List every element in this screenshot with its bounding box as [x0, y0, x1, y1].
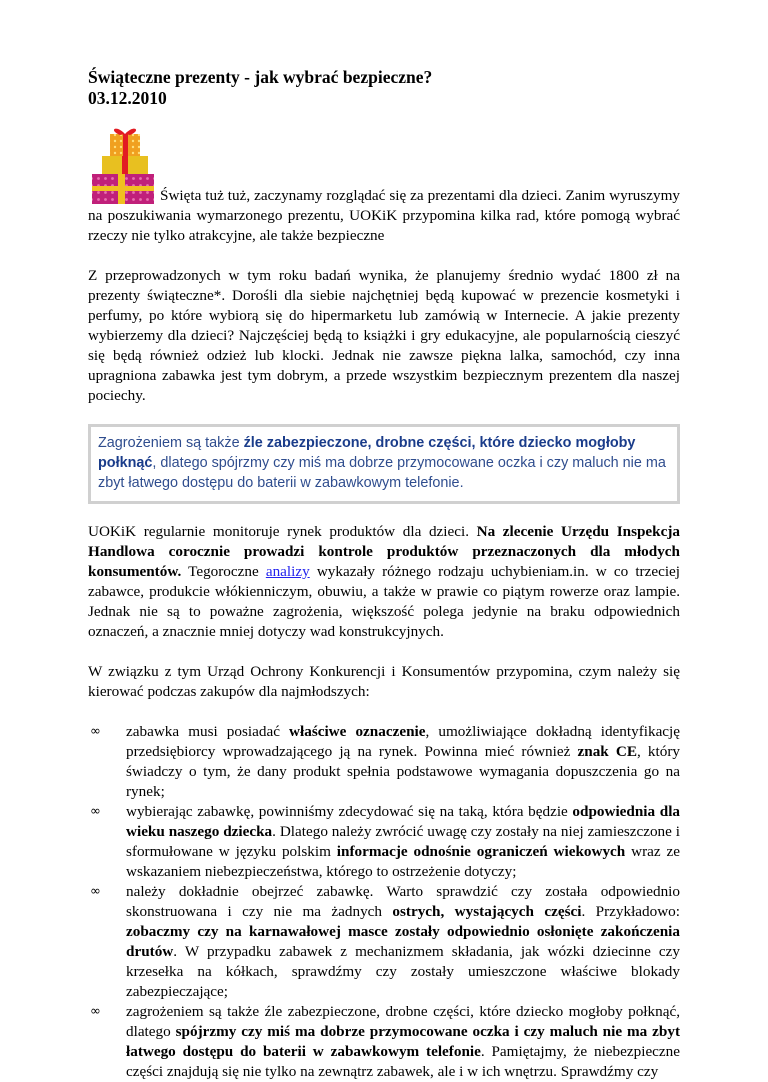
list-item: ∞ zabawka musi posiadać właściwe oznaczenie, umożliwiające dokładną identyfikację przedsiębiorcy wprowadzającego ją na rynek. Powinna mieć również znak CE, który świadczy o tym, że dany produkt spełnia podstawowe wymagania dopuszczenia go na rynek;	[90, 723, 681, 800]
list-item: ∞ należy dokładnie obejrzeć zabawkę. Warto sprawdzić czy została odpowiednio skonstruowana i czy nie ma żadnych ostrych, wystających części. Przykładowo: zobaczmy czy na karnawałowej masce zostały odpowiednio osłonięte zakończenia drutów. W przypadku zabawek z mechanizmem składania, jak wózki dziecinne czy krzesełka na kółkach, sprawdźmy czy zostały umieszczone właściwe blokady zabezpieczające;	[90, 883, 680, 1000]
analizy-link[interactable]: analizy	[265, 563, 310, 580]
page-title: Świąteczne prezenty - jak wybrać bezpieczne?	[88, 67, 433, 87]
paragraph-research: Z przeprowadzonych w tym roku badań wynika, że planujemy średnio wydać 1800 zł na prezenty świąteczne*. Dorośli dla siebie najchętniej będą kupować w prezencie kosmetyki i perfumy, po które wybiorą się do hipermarketu lub zamówią w Internecie. A jakie prezenty wybierzemy dla dzieci? Najczęściej będą to książki i gry edukacyjne, ale popularnością cieszyć się będą również odzież lub klocki. Jednak nie zawsze piękna lalka, samochód, czy inna upragniona zabawka jest tym dobrym, a przede wszystkim bezpiecznym prezentem dla naszej pociechy.	[88, 267, 680, 404]
callout-highlight: źle zabezpieczone, drobne części, które dziecko mogłoby połknąć	[98, 435, 636, 471]
article-heading	[88, 67, 680, 109]
article	[88, 67, 680, 1082]
gift-boxes-image	[88, 126, 158, 204]
paragraph-monitoring: UOKiK regularnie monitoruje rynek produktów dla dzieci. Na zlecenie Urzędu Inspekcja Handlowa corocznie prowadzi kontrole produktów przeznaczonych dla młodych konsumentów. Tegoroczne analizy wykazały różnego rodzaju uchybieniam.in. w co trzeciej zabawce, produkcie włókienniczym, obuwiu, a także w prawie co piątym rowerze oraz lampie. Jednak nie są to poważne zagrożenia, większość polega jedynie na braku odpowiednich oznaczeń, a znacznie mniej dotyczy wad konstrukcyjnych.	[88, 523, 681, 640]
intro-paragraph	[88, 126, 680, 246]
paragraph-reminder: W związku z tym Urząd Ochrony Konkurencji i Konsumentów przypomina, czym należy się kierować podczas zakupów dla najmłodszych:	[88, 663, 680, 700]
bullet-icon: ∞	[90, 804, 101, 819]
bullet-icon: ∞	[90, 884, 101, 899]
list-item: ∞ wybierając zabawkę, powinniśmy zdecydować się na taką, która będzie odpowiednia dla wieku naszego dziecka. Dlatego należy zwrócić uwagę czy zostały na niej zamieszczone i sformułowane w języku polskim informacje odnośnie ograniczeń wiekowych wraz ze wskazaniem niebezpieczeństwa, którego to ostrzeżenie dotyczy;	[90, 803, 681, 880]
bullet-icon: ∞	[90, 1004, 101, 1019]
list-item: ∞ zagrożeniem są także źle zabezpieczone, drobne części, które dziecko mogłoby połknąć, dlatego spójrzmy czy miś ma dobrze przymocowane oczka i czy maluch nie ma zbyt łatwego dostępu do baterii w zabawkowym telefonie. Pamiętajmy, że niebezpieczne części znajdują się nie tylko na zewnątrz zabawek, ale i w ich wnętrzu. Sprawdźmy czy	[90, 1003, 680, 1080]
advice-list	[88, 722, 680, 1082]
bullet-icon: ∞	[90, 724, 101, 739]
article-date: 03.12.2010	[88, 88, 167, 108]
intro-text: Święta tuż tuż, zaczynamy rozglądać się za prezentami dla dzieci. Zanim wyruszymy na poszukiwania wymarzonego prezentu, UOKiK przypomina kilka rad, które pomogą wybrać rzeczy nie tylko atrakcyjne, ale także bezpieczne	[88, 187, 680, 244]
callout-box: Zagrożeniem są także źle zabezpieczone, drobne części, które dziecko mogłoby połknąć, dlatego spójrzmy czy miś ma dobrze przymocowane oczka i czy maluch nie ma zbyt łatwego dostępu do baterii w zabawkowym telefonie.	[88, 424, 680, 504]
